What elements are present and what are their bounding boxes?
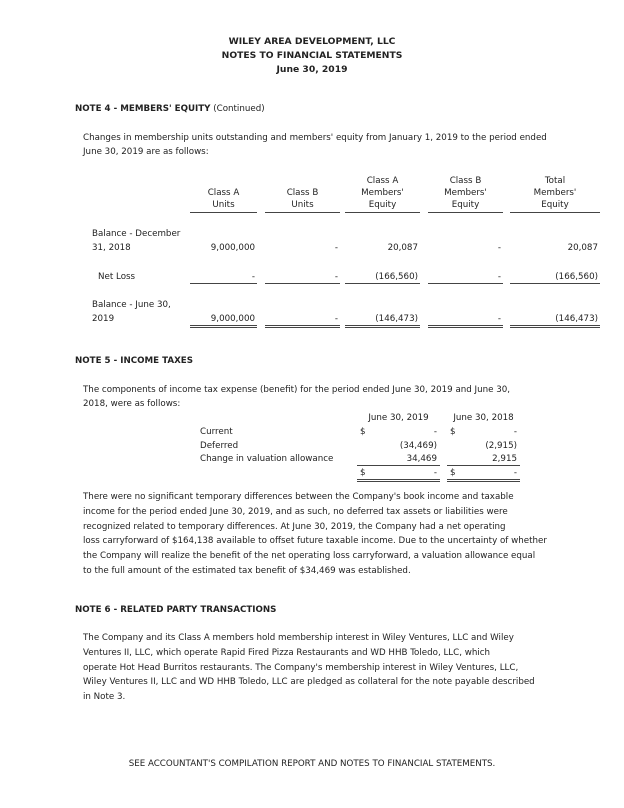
- table-cell: -: [265, 272, 340, 284]
- column-header: Class B: [449, 176, 482, 186]
- table-cell: -: [497, 243, 501, 253]
- amount: -: [513, 427, 517, 437]
- table-cell: (146,473): [345, 314, 420, 328]
- row-label: Balance - December: [92, 229, 181, 239]
- column-header: June 30, 2018: [453, 413, 514, 423]
- column-header: Total: [544, 176, 566, 186]
- paragraph-line: The Company and its Class A members hold membership interest in Wiley Ventures, LLC and Wiley: [83, 633, 514, 643]
- column-header: Members': [533, 188, 577, 198]
- paragraph-line: recognized related to temporary differences. At June 30, 2019, the Company had a net operating: [83, 521, 506, 532]
- currency-symbol: $: [450, 467, 456, 478]
- row-label: Current: [200, 427, 233, 437]
- column-header: Class A: [207, 188, 240, 198]
- column-header: Equity: [428, 200, 503, 213]
- paragraph-line: in Note 3.: [83, 692, 126, 703]
- footer-text: SEE ACCOUNTANT'S COMPILATION REPORT AND NOTES TO FINANCIAL STATEMENTS.: [128, 759, 496, 769]
- note4-title: NOTE 4 - MEMBERS' EQUITY: [75, 104, 211, 114]
- paragraph-line: the Company will realize the benefit of the net operating loss carryforward, a valuation allowance equal: [83, 551, 536, 562]
- row-label: Deferred: [200, 440, 239, 451]
- amount: -: [513, 467, 517, 478]
- currency-symbol: $: [360, 427, 366, 437]
- paragraph-line: income for the period ended June 30, 2019, and as such, no deferred tax assets or liabilities were: [83, 506, 508, 517]
- column-header: Units: [265, 200, 340, 213]
- document-title: NOTES TO FINANCIAL STATEMENTS: [221, 50, 403, 61]
- paragraph-line: to the full amount of the estimated tax benefit of $34,469 was established.: [83, 566, 411, 576]
- amount: 34,469: [406, 454, 437, 464]
- table-cell: [447, 468, 520, 482]
- paragraph-line: Ventures II, LLC, which operate Rapid Fired Pizza Restaurants and WD HHB Toledo, LLC, which: [83, 647, 491, 658]
- table-cell: [357, 468, 440, 482]
- table-cell: 20,087: [387, 243, 418, 253]
- paragraph-line: loss carryforward of $164,138 available to offset future taxable income. Due to the uncertainty of whether: [83, 536, 547, 547]
- table-cell: -: [428, 314, 503, 328]
- table-cell: [447, 454, 520, 466]
- column-header: Units: [190, 200, 257, 213]
- note6-heading: NOTE 6 - RELATED PARTY TRANSACTIONS: [75, 605, 277, 615]
- table-cell: (166,560): [345, 272, 420, 284]
- table-cell: 20,087: [567, 243, 598, 253]
- amount: -: [433, 467, 437, 478]
- column-header: Class B: [286, 188, 319, 198]
- column-header: June 30, 2019: [368, 413, 429, 423]
- amount: -: [433, 427, 437, 437]
- amount: (34,469): [399, 440, 437, 451]
- note5-intro-line: The components of income tax expense (benefit) for the period ended June 30, 2019 and June 30,: [83, 385, 511, 395]
- table-cell: [357, 454, 440, 466]
- table-cell: 9,000,000: [210, 243, 255, 253]
- column-header: Equity: [345, 200, 420, 213]
- row-label: Net Loss: [98, 272, 136, 282]
- column-header: Members': [444, 188, 487, 198]
- table-cell: -: [334, 243, 338, 253]
- note4-continued: (Continued): [213, 104, 265, 114]
- amount: (2,915): [485, 440, 517, 451]
- table-cell: [357, 441, 440, 452]
- table-cell: [357, 427, 440, 438]
- note4-intro-line: June 30, 2019 are as follows:: [83, 147, 209, 157]
- column-header: Members': [361, 188, 404, 198]
- paragraph-line: There were no significant temporary differences between the Company's book income and taxable: [83, 492, 514, 502]
- column-header: Class A: [366, 176, 399, 186]
- note5-heading: NOTE 5 - INCOME TAXES: [75, 356, 193, 366]
- currency-symbol: $: [360, 467, 366, 478]
- table-cell: -: [265, 314, 340, 328]
- table-cell: 9,000,000: [190, 314, 257, 328]
- table-cell: (166,560): [510, 272, 600, 284]
- row-label: 31, 2018: [92, 243, 131, 253]
- table-cell: [447, 427, 520, 438]
- table-cell: -: [428, 272, 503, 284]
- currency-symbol: $: [450, 427, 456, 437]
- table-cell: [447, 441, 520, 452]
- row-label: 2019: [92, 314, 115, 324]
- column-header: Equity: [510, 200, 600, 213]
- amount: 2,915: [492, 454, 517, 464]
- note4-heading: [75, 104, 265, 115]
- company-name: WILEY AREA DEVELOPMENT, LLC: [228, 36, 396, 47]
- row-label: Change in valuation allowance: [200, 454, 334, 464]
- paragraph-line: operate Hot Head Burritos restaurants. The Company's membership interest in Wiley Ventures, LLC,: [83, 662, 519, 673]
- paragraph-line: Wiley Ventures II, LLC and WD HHB Toledo, LLC are pledged as collateral for the note payable described: [83, 677, 535, 688]
- note4-intro-line: Changes in membership units outstanding and members' equity from January 1, 2019 to the period ended: [83, 133, 547, 143]
- table-cell: (146,473): [510, 314, 600, 328]
- row-label: Balance - June 30,: [92, 300, 171, 310]
- note5-intro-line: 2018, were as follows:: [83, 399, 181, 409]
- table-cell: -: [190, 272, 257, 284]
- document-date: June 30, 2019: [276, 64, 348, 75]
